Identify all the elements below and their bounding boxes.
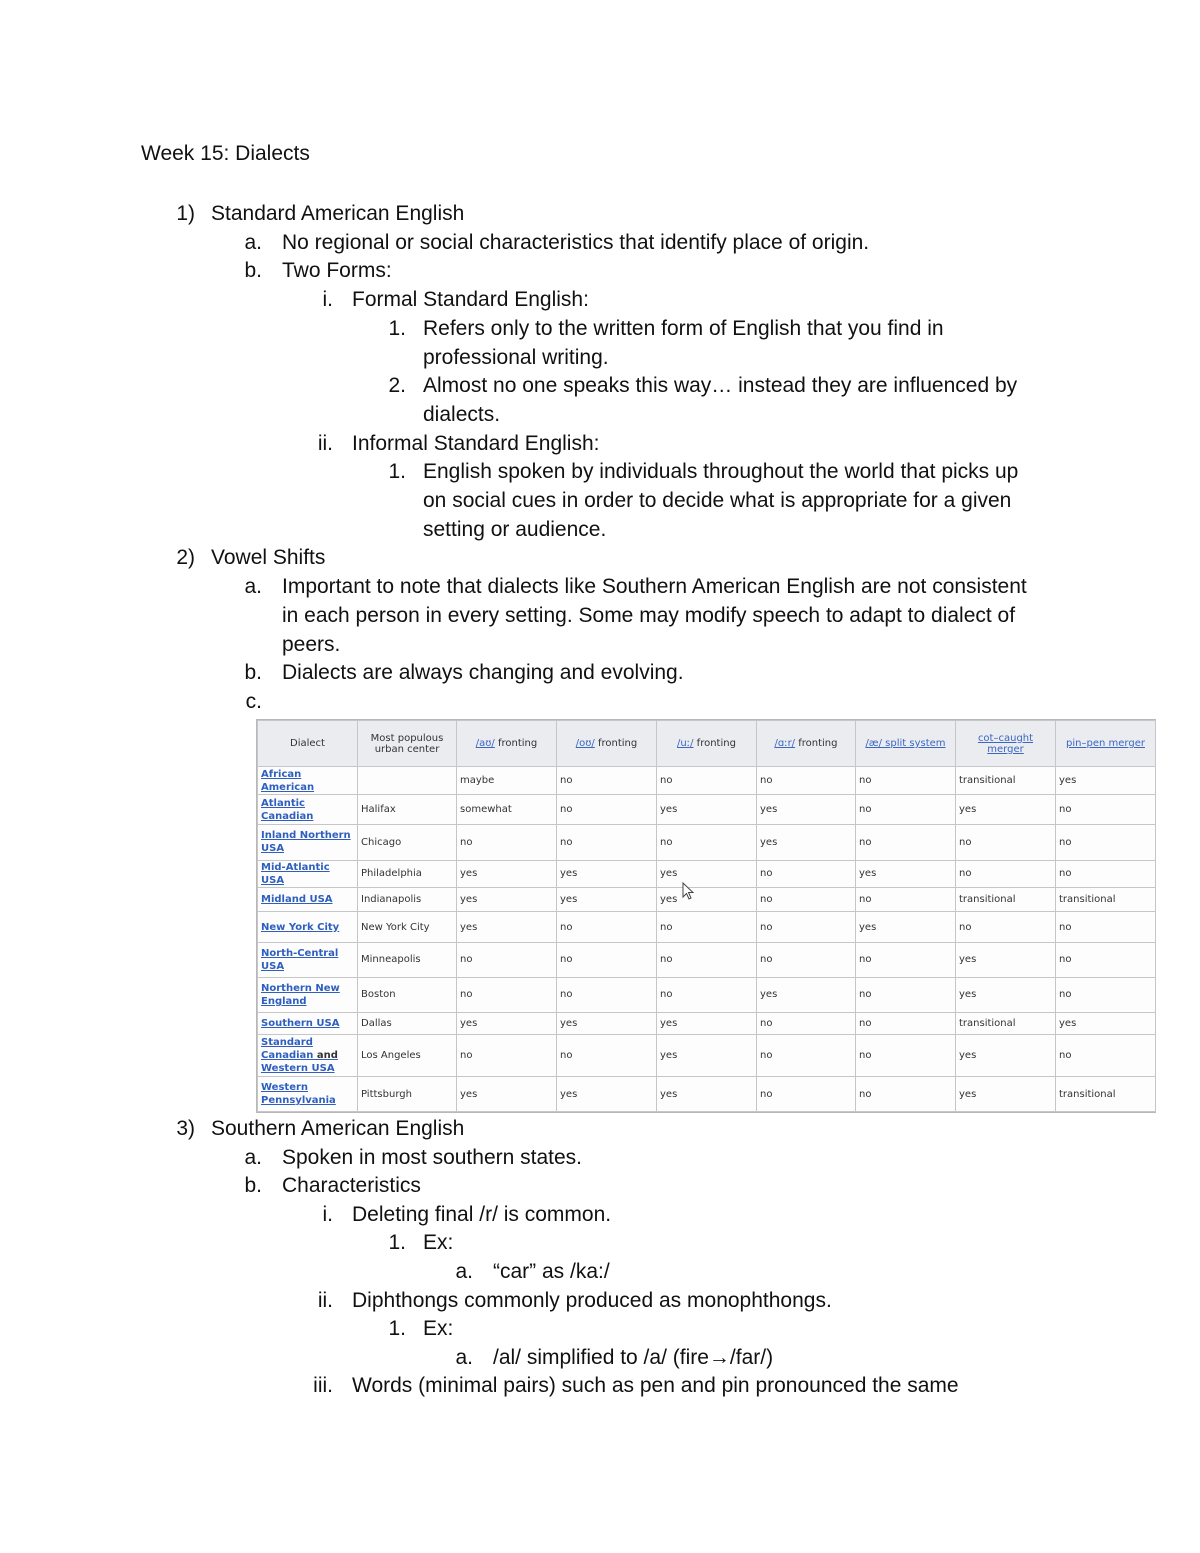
feature-cell: yes — [457, 888, 557, 912]
table-header-cell — [657, 721, 757, 767]
urban-center-cell: Boston — [358, 977, 457, 1013]
outline-line — [0, 688, 1200, 716]
list-item-text: Ex: — [423, 1317, 454, 1341]
table-row — [258, 977, 1156, 1013]
table-header-cell — [757, 721, 856, 767]
feature-cell: no — [557, 977, 657, 1013]
feature-cell: no — [757, 767, 856, 795]
outline-line — [0, 458, 1200, 486]
feature-cell: yes — [457, 860, 557, 887]
outline-line — [0, 516, 1200, 544]
feature-cell: no — [1056, 912, 1156, 943]
feature-cell: no — [657, 977, 757, 1013]
dialect-link[interactable] — [258, 860, 358, 887]
table-row — [258, 824, 1156, 860]
list-item-text: “car” as /ka:/ — [493, 1260, 610, 1283]
header-label: Dialect — [290, 738, 325, 749]
table-row — [258, 860, 1156, 887]
list-item-text: Almost no one speaks this way… instead they are influenced by — [423, 374, 1018, 398]
list-marker: b. — [244, 661, 262, 685]
feature-cell: yes — [956, 943, 1056, 978]
dialect-name[interactable]: Southern USA — [261, 1017, 340, 1029]
table-header-cell — [557, 721, 657, 767]
dialect-name[interactable]: Western Pennsylvania — [261, 1082, 336, 1107]
feature-cell: no — [757, 943, 856, 978]
list-item-text: Standard American English — [211, 202, 465, 225]
feature-cell: no — [856, 767, 956, 795]
dialect-link[interactable] — [258, 912, 358, 943]
list-marker: a. — [244, 575, 262, 599]
dialect-link[interactable] — [258, 824, 358, 860]
urban-center-cell: Indianapolis — [358, 888, 457, 912]
feature-cell: no — [457, 1034, 557, 1077]
list-marker: b. — [244, 259, 262, 283]
outline-line — [0, 430, 1200, 458]
outline-line — [0, 573, 1200, 601]
list-marker: c. — [245, 689, 262, 713]
list-item-text: Ex: — [423, 1231, 454, 1255]
list-marker: a. — [455, 1345, 473, 1369]
feature-cell: no — [657, 912, 757, 943]
table-row — [258, 943, 1156, 978]
list-marker: a. — [455, 1260, 473, 1283]
header-link[interactable]: /ɑːr/ — [774, 738, 796, 749]
list-marker: 1. — [388, 1231, 406, 1255]
feature-cell: transitional — [956, 888, 1056, 912]
outline-line — [0, 200, 1200, 228]
feature-cell: no — [757, 1034, 856, 1077]
dialect-conjunction: and — [313, 1049, 338, 1061]
feature-cell: yes — [457, 1013, 557, 1034]
outline-line — [0, 659, 1200, 687]
list-marker: i. — [322, 1202, 333, 1226]
list-item-text: Spoken in most southern states. — [282, 1145, 582, 1169]
page-title: Week 15: Dialects — [141, 142, 310, 165]
feature-cell: no — [457, 824, 557, 860]
urban-center-cell: New York City — [358, 912, 457, 943]
feature-cell: yes — [557, 860, 657, 887]
list-marker: a. — [244, 1145, 262, 1169]
outline-line — [0, 372, 1200, 400]
feature-cell: no — [856, 1034, 956, 1077]
table-header-row — [258, 721, 1156, 767]
feature-cell: maybe — [457, 767, 557, 795]
outline-line — [0, 1344, 1200, 1372]
list-item-text: Diphthongs commonly produced as monophthongs. — [352, 1288, 832, 1312]
list-item-text: in each person in every setting. Some may modify speech to adapt to dialect of — [282, 603, 1016, 627]
feature-cell: no — [457, 943, 557, 978]
header-label: fronting — [693, 738, 736, 749]
table-row — [258, 1077, 1156, 1112]
list-marker: ii. — [317, 431, 333, 455]
outline-line — [0, 1258, 1200, 1286]
feature-cell: transitional — [1056, 1077, 1156, 1112]
feature-cell: yes — [757, 824, 856, 860]
outline-line — [0, 1372, 1200, 1400]
list-item-text: /al/ simplified to /a/ (fire→/far/) — [493, 1345, 774, 1369]
urban-center-cell — [358, 767, 457, 795]
outline-line — [0, 315, 1200, 343]
feature-cell: no — [956, 912, 1056, 943]
list-marker: 1. — [388, 460, 406, 484]
feature-cell: no — [1056, 860, 1156, 887]
urban-center-cell: Minneapolis — [358, 943, 457, 978]
feature-cell: yes — [956, 795, 1056, 825]
feature-cell: no — [657, 943, 757, 978]
outline-line — [0, 286, 1200, 314]
outline-line — [0, 487, 1200, 515]
dialect-link[interactable] — [258, 943, 358, 978]
dialect-link[interactable] — [258, 888, 358, 912]
feature-cell: yes — [1056, 1013, 1156, 1034]
feature-cell: no — [956, 860, 1056, 887]
dialect-link[interactable] — [258, 1013, 358, 1034]
dialect-link[interactable] — [258, 1077, 358, 1112]
header-label: fronting — [494, 738, 538, 749]
outline-line — [0, 1115, 1200, 1143]
list-item-text: English spoken by individuals throughout the world that picks up — [423, 460, 1019, 484]
feature-cell: yes — [557, 1013, 657, 1034]
dialect-name[interactable]: North-Central USA — [261, 947, 339, 972]
feature-cell: transitional — [1056, 888, 1156, 912]
dialect-name[interactable]: Mid-Atlantic USA — [261, 861, 330, 886]
header-link[interactable]: /uː/ — [677, 738, 694, 749]
dialect-name[interactable]: Northern New England — [261, 982, 340, 1007]
feature-cell: no — [557, 824, 657, 860]
urban-center-cell: Chicago — [358, 824, 457, 860]
list-marker: 1. — [388, 316, 406, 340]
table-row — [258, 1034, 1156, 1077]
outline-line — [0, 401, 1200, 429]
header-label: Most populous urban center — [370, 732, 444, 755]
list-item-text: setting or audience. — [423, 517, 607, 541]
list-marker: ii. — [317, 1288, 333, 1312]
dialect-link[interactable] — [258, 795, 358, 825]
feature-cell: no — [757, 1077, 856, 1112]
dialect-link[interactable] — [258, 767, 358, 795]
table-row — [258, 1013, 1156, 1034]
urban-center-cell: Halifax — [358, 795, 457, 825]
feature-cell: no — [1056, 1034, 1156, 1077]
feature-cell: yes — [757, 795, 856, 825]
table-header-cell — [358, 721, 457, 767]
dialect-link[interactable] — [258, 977, 358, 1013]
feature-cell: no — [1056, 824, 1156, 860]
list-item-text: Dialects are always changing and evolving. — [282, 661, 684, 685]
dialect-table — [257, 720, 1156, 1112]
feature-cell: yes — [557, 1077, 657, 1112]
feature-cell: no — [457, 977, 557, 1013]
table-row — [258, 912, 1156, 943]
outline-line — [0, 257, 1200, 285]
list-item-text: Deleting final /r/ is common. — [352, 1202, 612, 1226]
feature-cell: yes — [956, 977, 1056, 1013]
feature-cell: no — [856, 1013, 956, 1034]
urban-center-cell: Los Angeles — [358, 1034, 457, 1077]
list-item-text: professional writing. — [423, 345, 609, 369]
header-link[interactable]: cot–caught merger — [977, 732, 1034, 755]
list-marker: i. — [322, 288, 333, 312]
feature-cell: no — [557, 767, 657, 795]
outline-line — [0, 1287, 1200, 1315]
list-item-text: No regional or social characteristics that identify place of origin. — [282, 230, 870, 254]
feature-cell: no — [1056, 977, 1156, 1013]
feature-cell: yes — [657, 860, 757, 887]
feature-cell: no — [856, 824, 956, 860]
feature-cell: yes — [657, 1034, 757, 1077]
list-item-text: dialects. — [423, 402, 501, 426]
list-item-text: peers. — [282, 632, 341, 656]
list-marker: 2. — [388, 374, 406, 398]
outline-line — [0, 544, 1200, 572]
feature-cell: yes — [457, 1077, 557, 1112]
list-marker: 3) — [176, 1117, 195, 1140]
header-link[interactable]: /aʊ/ — [475, 738, 495, 749]
dialect-name[interactable]: New York City — [261, 921, 340, 933]
feature-cell: somewhat — [457, 795, 557, 825]
feature-cell: no — [557, 912, 657, 943]
feature-cell: transitional — [956, 767, 1056, 795]
table-row — [258, 888, 1156, 912]
table-header-cell — [258, 721, 358, 767]
list-item-text: Formal Standard English: — [352, 288, 589, 312]
list-marker: 2) — [176, 546, 195, 570]
dialect-name[interactable]: Standard Canadian — [261, 1036, 314, 1061]
list-marker: 1) — [176, 202, 195, 225]
feature-cell: yes — [757, 977, 856, 1013]
table-header-cell — [457, 721, 557, 767]
outline-line — [0, 602, 1200, 630]
dialect-name[interactable]: Midland USA — [261, 894, 333, 906]
list-item-text: Important to note that dialects like Southern American English are not consistent — [282, 575, 1027, 599]
feature-cell: no — [657, 824, 757, 860]
header-label: fronting — [795, 738, 838, 749]
header-link[interactable]: /æ/ split system — [865, 738, 946, 749]
outline-line — [0, 631, 1200, 659]
feature-cell: yes — [657, 888, 757, 912]
feature-cell: yes — [657, 1013, 757, 1034]
urban-center-cell: Pittsburgh — [358, 1077, 457, 1112]
feature-cell: no — [557, 943, 657, 978]
dialect-name[interactable]: Atlantic Canadian — [261, 797, 314, 822]
outline-line — [0, 229, 1200, 257]
table-header-cell — [1056, 721, 1156, 767]
feature-cell: yes — [557, 888, 657, 912]
outline-line — [0, 1172, 1200, 1200]
list-item-text: Southern American English — [211, 1117, 465, 1140]
feature-cell: no — [1056, 943, 1156, 978]
dialect-table-image — [256, 719, 1156, 1113]
outline-line — [0, 1315, 1200, 1343]
feature-cell: no — [757, 912, 856, 943]
dialect-name-secondary[interactable]: Western USA — [261, 1062, 335, 1074]
list-marker: 1. — [388, 1317, 406, 1341]
list-item-text: Refers only to the written form of English that you find in — [423, 316, 944, 340]
list-marker: iii. — [313, 1374, 333, 1398]
header-link[interactable]: /oʊ/ — [575, 738, 595, 749]
feature-cell: no — [657, 767, 757, 795]
table-header-cell — [956, 721, 1056, 767]
mouse-cursor-icon — [682, 882, 694, 900]
dialect-name[interactable]: African American — [261, 768, 315, 793]
outline-line — [0, 1144, 1200, 1172]
dialect-name[interactable]: Inland Northern USA — [261, 830, 351, 855]
header-label: fronting — [594, 738, 638, 749]
list-item-text: Informal Standard English: — [352, 431, 600, 455]
feature-cell: no — [557, 1034, 657, 1077]
table-header-cell — [856, 721, 956, 767]
urban-center-cell: Dallas — [358, 1013, 457, 1034]
feature-cell: yes — [956, 1077, 1056, 1112]
list-item-text: Vowel Shifts — [211, 546, 326, 570]
feature-cell: no — [856, 888, 956, 912]
feature-cell: no — [1056, 795, 1156, 825]
feature-cell: yes — [956, 1034, 1056, 1077]
feature-cell: yes — [457, 912, 557, 943]
outline-line — [0, 344, 1200, 372]
feature-cell: no — [856, 1077, 956, 1112]
feature-cell: no — [856, 795, 956, 825]
dialect-link[interactable] — [258, 1034, 358, 1077]
table-row — [258, 795, 1156, 825]
feature-cell: no — [856, 977, 956, 1013]
feature-cell: yes — [856, 912, 956, 943]
feature-cell: no — [757, 888, 856, 912]
outline-line — [0, 1229, 1200, 1257]
feature-cell: yes — [657, 795, 757, 825]
list-item-text: Two Forms: — [282, 259, 392, 283]
feature-cell: no — [557, 795, 657, 825]
feature-cell: yes — [856, 860, 956, 887]
feature-cell: transitional — [956, 1013, 1056, 1034]
table-row — [258, 767, 1156, 795]
outline-line — [0, 1201, 1200, 1229]
feature-cell: no — [757, 860, 856, 887]
list-marker: a. — [244, 230, 262, 254]
urban-center-cell: Philadelphia — [358, 860, 457, 887]
list-item-text: Characteristics — [282, 1174, 421, 1198]
list-item-text: Words (minimal pairs) such as pen and pin pronounced the same — [352, 1374, 959, 1398]
feature-cell: no — [956, 824, 1056, 860]
list-marker: b. — [244, 1174, 262, 1198]
feature-cell: no — [757, 1013, 856, 1034]
header-link[interactable]: pin–pen merger — [1066, 738, 1145, 749]
feature-cell: yes — [1056, 767, 1156, 795]
feature-cell: no — [856, 943, 956, 978]
list-item-text: on social cues in order to decide what is appropriate for a given — [423, 489, 1012, 512]
feature-cell: yes — [657, 1077, 757, 1112]
